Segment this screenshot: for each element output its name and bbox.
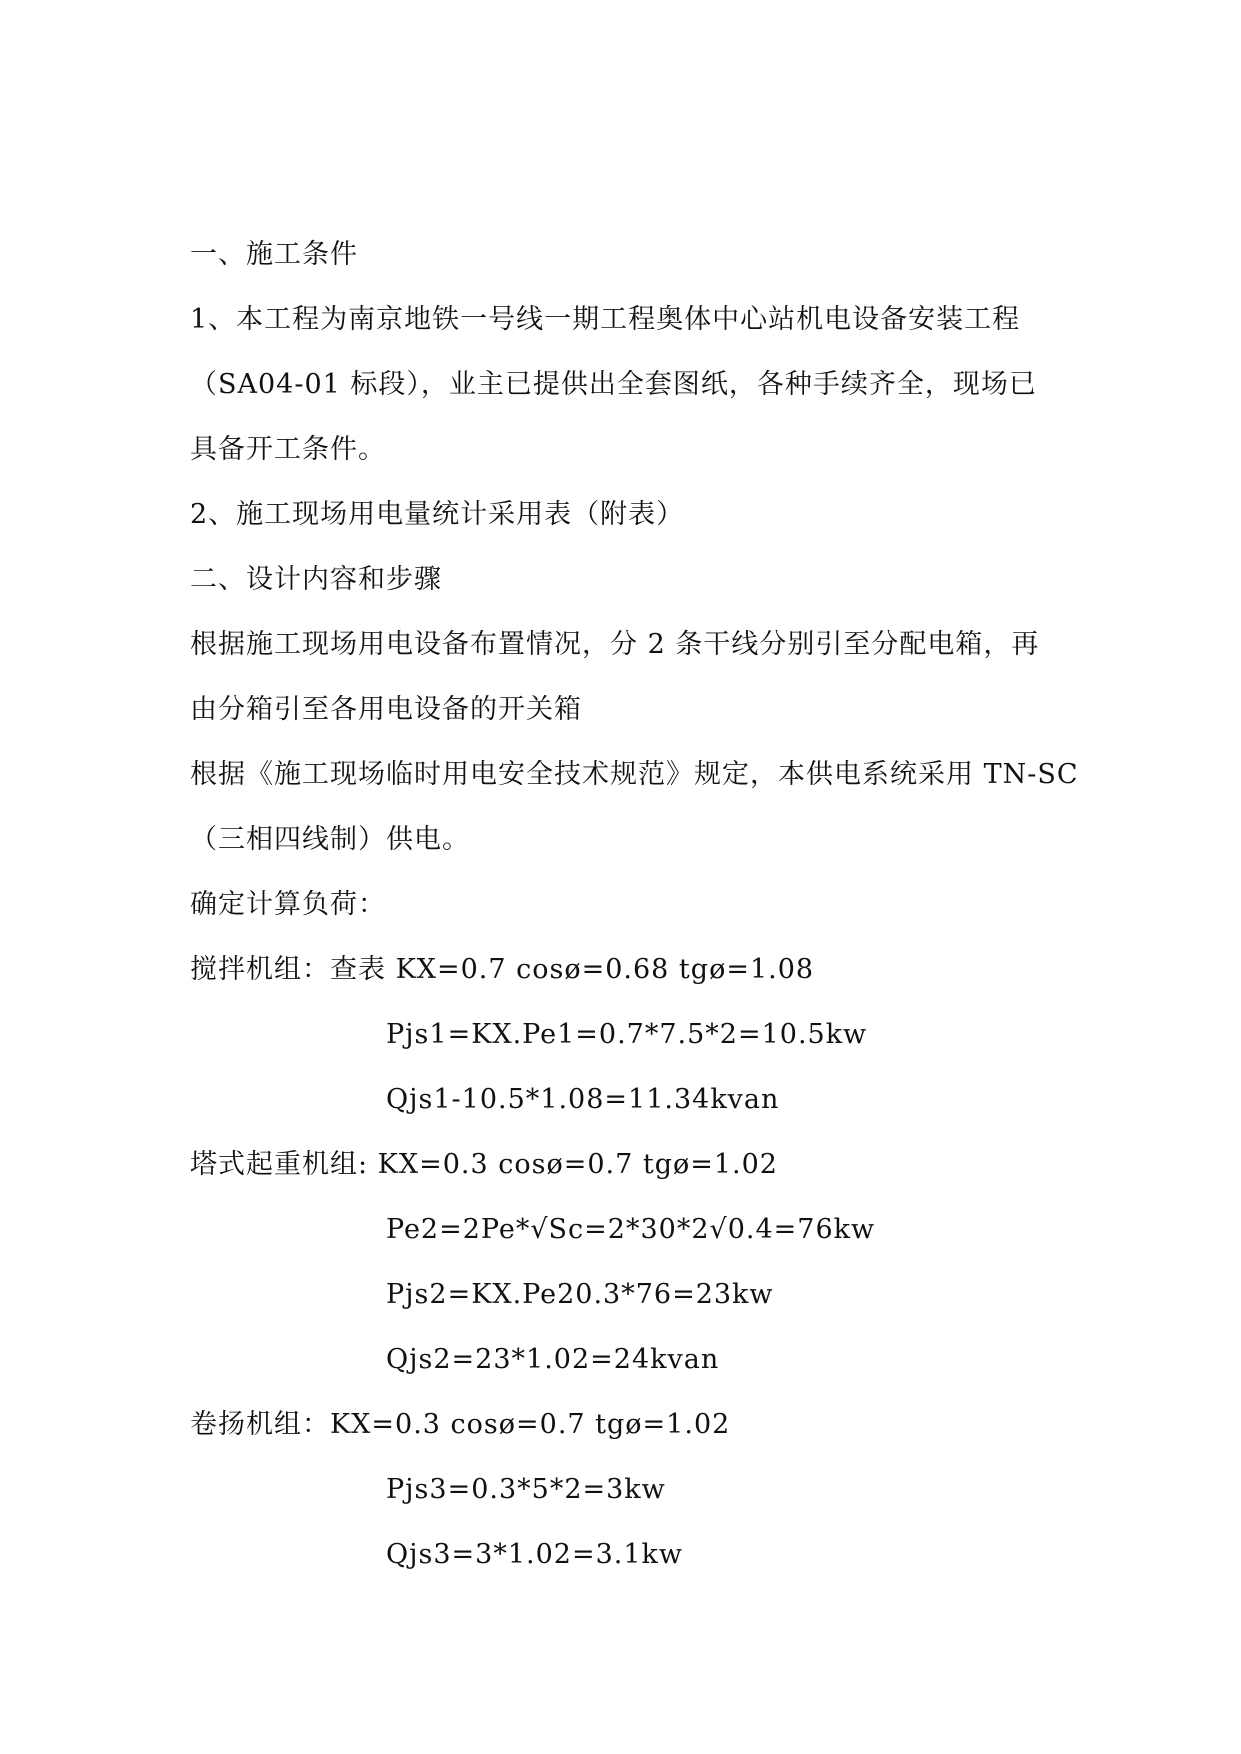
paragraph-line: （三相四线制）供电。 <box>190 824 470 855</box>
paragraph-line: 由分箱引至各用电设备的开关箱 <box>190 694 582 725</box>
calc-heading: 确定计算负荷： <box>190 889 386 920</box>
paragraph-line: 根据施工现场用电设备布置情况，分 2 条干线分别引至分配电箱，再 <box>190 629 1040 660</box>
hoist-qjs-formula: Qjs3=3*1.02=3.1kw <box>386 1539 683 1570</box>
hoist-group-header: 卷扬机组：KX=0.3 cosø=0.7 tgø=1.02 <box>190 1409 731 1440</box>
document-body <box>190 222 1079 1587</box>
section-heading-design-content: 二、设计内容和步骤 <box>190 564 442 595</box>
mixer-qjs-formula: Qjs1-10.5*1.08=11.34kvan <box>386 1084 780 1115</box>
section-heading-construction-conditions: 一、施工条件 <box>190 239 358 270</box>
paragraph-line: 1、本工程为南京地铁一号线一期工程奥体中心站机电设备安装工程 <box>190 304 1021 335</box>
paragraph-line: 具备开工条件。 <box>190 434 386 465</box>
paragraph-line: 根据《施工现场临时用电安全技术规范》规定，本供电系统采用 TN-SC <box>190 759 1079 790</box>
hoist-pjs-formula: Pjs3=0.3*5*2=3kw <box>386 1474 666 1505</box>
crane-qjs-formula: Qjs2=23*1.02=24kvan <box>386 1344 720 1375</box>
crane-pjs-formula: Pjs2=KX.Pe20.3*76=23kw <box>386 1279 774 1310</box>
crane-pe-formula: Pe2=2Pe*√Sc=2*30*2√0.4=76kw <box>386 1214 876 1245</box>
paragraph-line: 2、施工现场用电量统计采用表（附表） <box>190 499 685 530</box>
mixer-group-header: 搅拌机组：查表 KX=0.7 cosø=0.68 tgø=1.08 <box>190 954 815 985</box>
crane-group-header: 塔式起重机组: KX=0.3 cosø=0.7 tgø=1.02 <box>190 1149 778 1180</box>
paragraph-line: （SA04-01 标段），业主已提供出全套图纸，各种手续齐全，现场已 <box>190 369 1037 400</box>
mixer-pjs-formula: Pjs1=KX.Pe1=0.7*7.5*2=10.5kw <box>386 1019 868 1050</box>
